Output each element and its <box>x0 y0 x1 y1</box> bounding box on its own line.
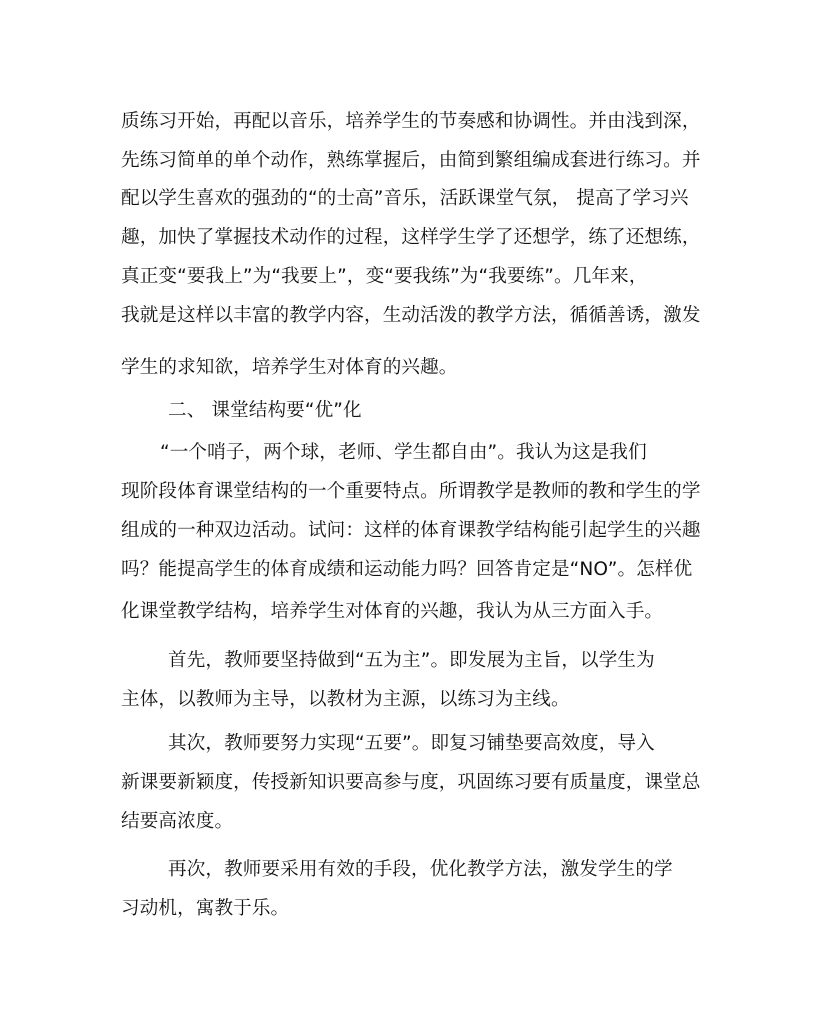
paragraph-line: 真正变“要我上”为“我要上”，变“要我练”为“我要练”。几年来， <box>121 266 648 287</box>
paragraph-line: 学生的求知欲，培养学生对体育的兴趣。 <box>121 357 458 378</box>
paragraph-line: 组成的一种双边活动。试问：这样的体育课教学结构能引起学生的兴趣 <box>121 520 701 541</box>
paragraph-line: 其次，教师要努力实现“五要”。即复习铺垫要高效度，导入 <box>168 733 655 754</box>
paragraph-line: 配以学生喜欢的强劲的“的士高”音乐，活跃课堂气氛， 提高了学习兴 <box>121 188 689 209</box>
paragraph-line: 趣，加快了掌握技术动作的过程，这样学生学了还想学，练了还想练， <box>121 227 701 248</box>
paragraph-line: 现阶段体育课堂结构的一个重要特点。所谓教学是教师的教和学生的学 <box>121 481 701 502</box>
paragraph-line: 结要高浓度。 <box>121 811 234 832</box>
paragraph-line: “一个哨子，两个球，老师、学生都自由”。我认为这是我们 <box>160 442 647 463</box>
paragraph-line: 我就是这样以丰富的教学内容，生动活泼的教学方法，循循善诱，激发 <box>121 305 701 326</box>
paragraph-line: 再次，教师要采用有效的手段，优化教学方法，激发学生的学 <box>168 859 673 880</box>
paragraph-line: 首先，教师要坚持做到“五为主”。即发展为主旨，以学生为 <box>168 650 655 671</box>
paragraph-line: 吗？能提高学生的体育成绩和运动能力吗？回答肯定是“NO”。怎样优 <box>121 559 693 580</box>
paragraph-line: 新课要新颖度，传授新知识要高参与度，巩固练习要有质量度，课堂总 <box>121 772 701 793</box>
paragraph-line: 质练习开始，再配以音乐，培养学生的节奏感和协调性。并由浅到深， <box>121 111 701 132</box>
paragraph-line: 主体，以教师为主导，以教材为主源，以练习为主线。 <box>121 689 570 710</box>
paragraph-line: 化课堂教学结构，培养学生对体育的兴趣，我认为从三方面入手。 <box>121 601 664 622</box>
paragraph-line: 习动机，寓教于乐。 <box>121 898 290 919</box>
paragraph-line: 先练习简单的单个动作，熟练掌握后，由简到繁组编成套进行练习。并 <box>121 150 701 171</box>
section-heading: 二、 课堂结构要“优”化 <box>168 400 362 421</box>
